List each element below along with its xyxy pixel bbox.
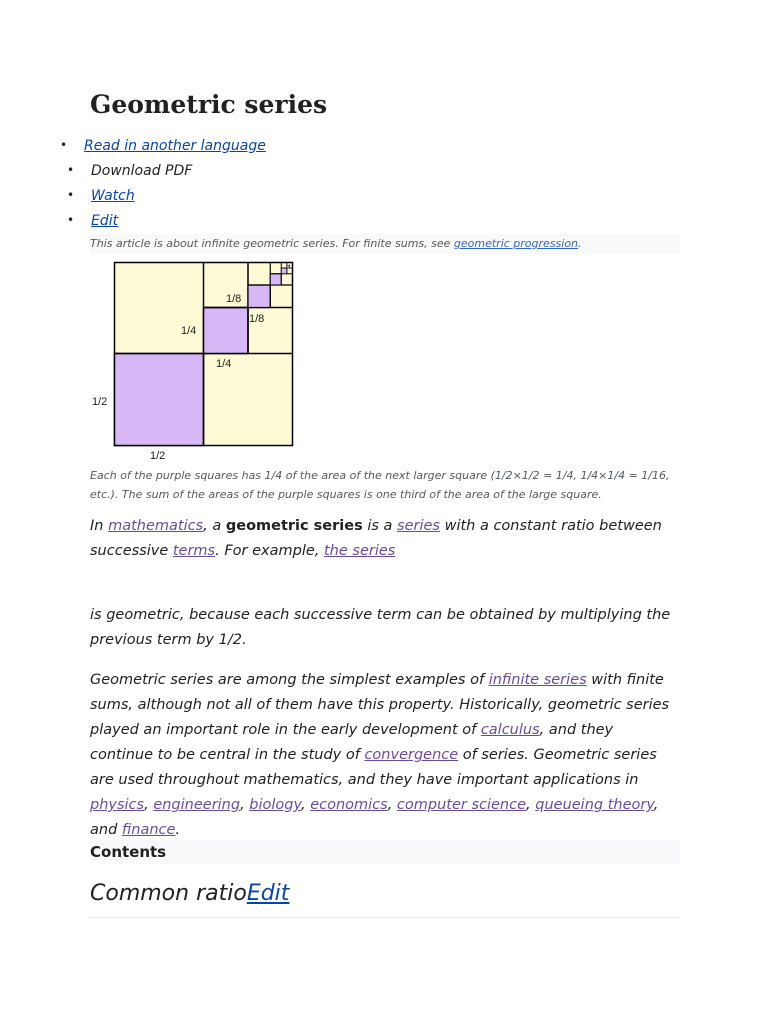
purple-square-half — [115, 354, 204, 446]
label-eighth-left: 1/8 — [226, 293, 242, 305]
text: is a — [362, 518, 398, 534]
calculus-link[interactable]: calculus — [480, 722, 540, 738]
label-half-bottom: 1/2 — [150, 450, 166, 462]
terms-link[interactable]: terms — [172, 543, 216, 559]
text: of series. Geometric series are used throughout mathematics, and they have important applications in — [90, 747, 657, 788]
biology-link[interactable]: biology — [249, 797, 301, 813]
text: . — [175, 822, 181, 838]
section-title: Common ratio — [90, 881, 247, 906]
bullet-icon: • — [67, 188, 75, 202]
purple-square-sixteenth — [270, 274, 281, 285]
text: , and — [90, 797, 659, 838]
convergence-link[interactable]: convergence — [364, 747, 459, 763]
applications-paragraph — [90, 668, 680, 843]
hatnote-end: . — [578, 237, 582, 250]
text: , — [144, 797, 154, 813]
engineering-link[interactable]: engineering — [153, 797, 241, 813]
series-link[interactable]: series — [397, 518, 440, 534]
the-series-link[interactable]: the series — [324, 543, 396, 559]
infinite-series-link[interactable]: infinite series — [488, 672, 587, 688]
label-quarter-bottom: 1/4 — [216, 358, 232, 370]
label-eighth-bottom: 1/8 — [249, 313, 265, 325]
text: In — [90, 518, 109, 534]
text: with finite sums, although not all of them have this property. Historically, geometric series played an important role in the early development of — [90, 672, 670, 738]
hatnote-text: This article is about infinite geometric series. For finite sums, see — [90, 237, 454, 250]
geometric-progression-link[interactable]: geometric progression — [453, 237, 579, 250]
text: . For example, — [215, 543, 324, 559]
bullet-icon: • — [60, 138, 68, 152]
text: , a — [203, 518, 226, 534]
bullet-icon: • — [67, 163, 75, 177]
text: , — [240, 797, 250, 813]
figure-caption: Each of the purple squares has 1/4 of the area of the next larger square (1/2×1/2 = 1/4, 1/4×1/4 = 1/16, etc.). The sum of the areas of the purple squares is one third of the area of the large square. — [90, 469, 670, 501]
purple-square-tiniest — [287, 265, 290, 268]
purple-square-tiny — [281, 268, 287, 274]
geometric-explanation-paragraph: is geometric, because each successive term can be obtained by multiplying the previous term by 1/2. — [90, 607, 671, 648]
label-quarter-left: 1/4 — [181, 325, 197, 337]
purple-square-eighth — [248, 285, 270, 308]
geometric-series-term: geometric series — [225, 518, 363, 534]
text: , — [526, 797, 536, 813]
edit-link[interactable]: Edit — [91, 213, 119, 229]
watch-link[interactable]: Watch — [91, 188, 135, 204]
computer-science-link[interactable]: computer science — [396, 797, 527, 813]
intro-paragraph — [90, 514, 680, 564]
hatnote — [90, 234, 680, 254]
queueing-theory-link[interactable]: queueing theory — [535, 797, 654, 813]
contents-toggle[interactable]: Contents — [90, 840, 680, 864]
section-heading — [90, 881, 680, 918]
text: , — [387, 797, 397, 813]
page-title: Geometric series — [90, 90, 328, 119]
text: with a constant ratio between successive — [90, 518, 662, 559]
text: Geometric series are among the simplest examples of — [90, 672, 489, 688]
read-in-another-language-link[interactable]: Read in another language — [84, 138, 266, 154]
text: , — [300, 797, 311, 813]
text: , and they continue to be central in the study of — [90, 722, 614, 763]
download-pdf-button[interactable]: Download PDF — [91, 163, 193, 179]
section-edit-link[interactable]: Edit — [246, 881, 290, 906]
geometric-series-figure — [88, 256, 328, 468]
purple-square-quarter — [204, 308, 249, 354]
mathematics-link[interactable]: mathematics — [108, 518, 204, 534]
physics-link[interactable]: physics — [90, 797, 145, 813]
economics-link[interactable]: economics — [310, 797, 388, 813]
bullet-icon: • — [67, 213, 75, 227]
label-half-left: 1/2 — [92, 396, 108, 408]
finance-link[interactable]: finance — [121, 822, 176, 838]
squares-diagram — [88, 256, 328, 468]
